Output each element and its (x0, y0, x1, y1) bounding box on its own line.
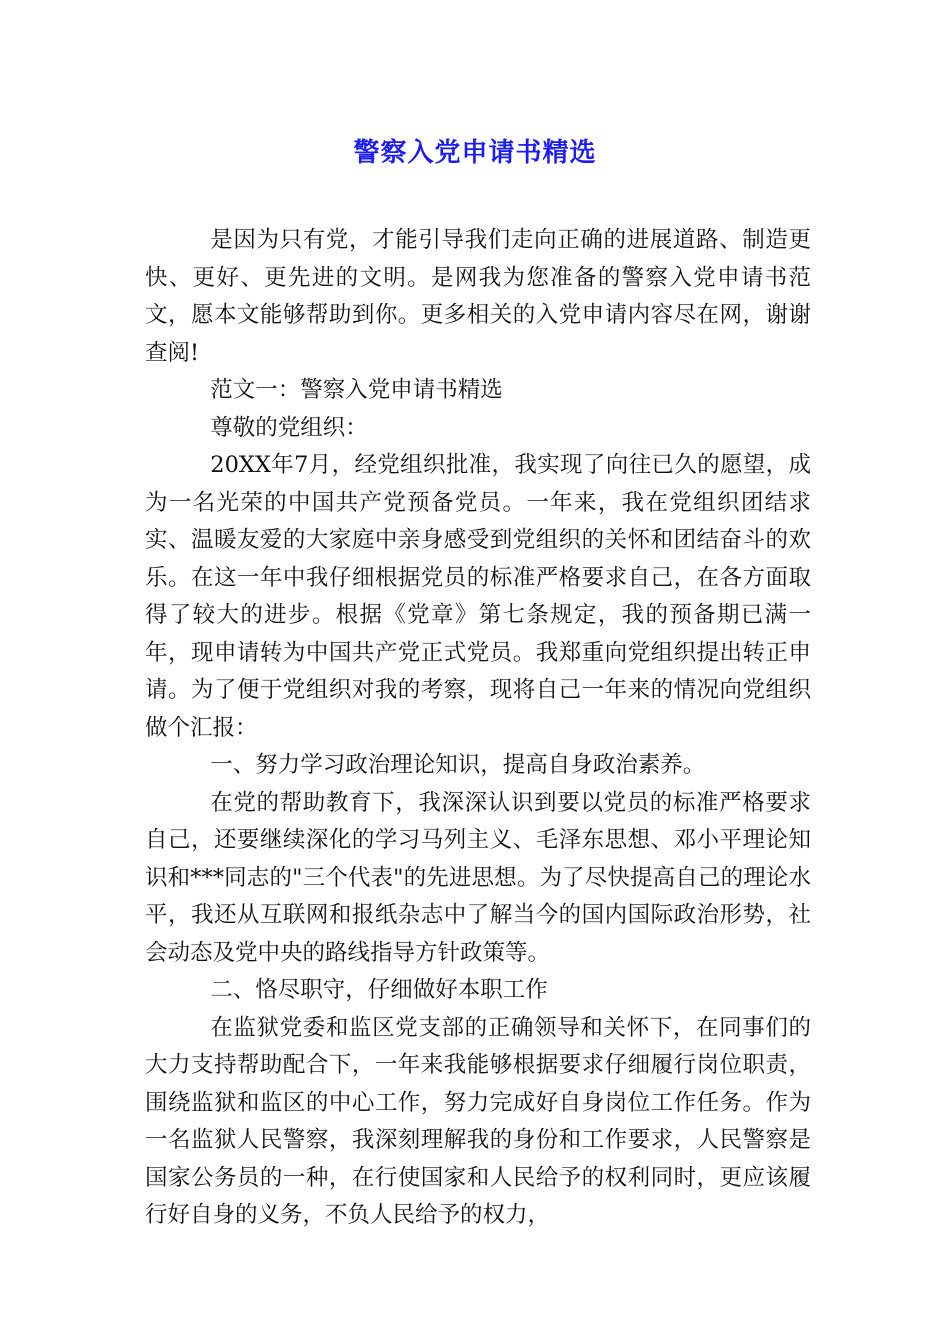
paragraph-intro: 是因为只有党，才能引导我们走向正确的进展道路、制造更快、更好、更先进的文明。是网我为您准备的警察入党申请书范文，愿本文能够帮助到你。更多相关的入党申请内容尽在网，谢谢查阅! (145, 227, 811, 366)
section-heading-2: 二、恪尽职守，仔细做好本职工作 (210, 977, 548, 1003)
paragraph-section-1: 在党的帮助教育下，我深深认识到要以党员的标准严格要求自己，还要继续深化的学习马列主义、毛泽东思想、邓小平理论知识和***同志的"三个代表"的先进思想。为了尽快提高自己的理论水平，我还从互联网和报纸杂志中了解当今的国内国际政治形势，社会动态及党中央的路线指导方针政策等。 (145, 789, 811, 966)
paragraph-opening: 20XX年7月，经党组织批准，我实现了向往已久的愿望，成为一名光荣的中国共产党预备党员。一年来，我在党组织团结求实、温暖友爱的大家庭中亲身感受到党组织的关怀和团结奋斗的欢乐。在这一年中我仔细根据党员的标准严格要求自己，在各方面取得了较大的进步。根据《党章》第七条规定，我的预备期已满一年，现申请转为中国共产党正式党员。我郑重向党组织提出转正申请。为了便于党组织对我的考察，现将自己一年来的情况向党组织做个汇报： (145, 452, 811, 741)
paragraph-salutation: 尊敬的党组织： (210, 414, 368, 441)
section-heading-1: 一、努力学习政治理论知识，提高自身政治素养。 (210, 752, 706, 778)
paragraph-section-2: 在监狱党委和监区党支部的正确领导和关怀下，在同事们的大力支持帮助配合下，一年来我能够根据要求仔细履行岗位职责，围绕监狱和监区的中心工作，努力完成好自身岗位工作任务。作为一名监狱人民警察，我深刻理解我的身份和工作要求，人民警察是国家公务员的一种，在行使国家和人民给予的权利同时，更应该履行好自身的义务，不负人民给予的权力， (145, 1014, 811, 1228)
document-body (145, 222, 811, 1235)
document-title: 警察入党申请书精选 (353, 138, 597, 168)
paragraph-sample-heading: 范文一：警察入党申请书精选 (210, 377, 503, 403)
